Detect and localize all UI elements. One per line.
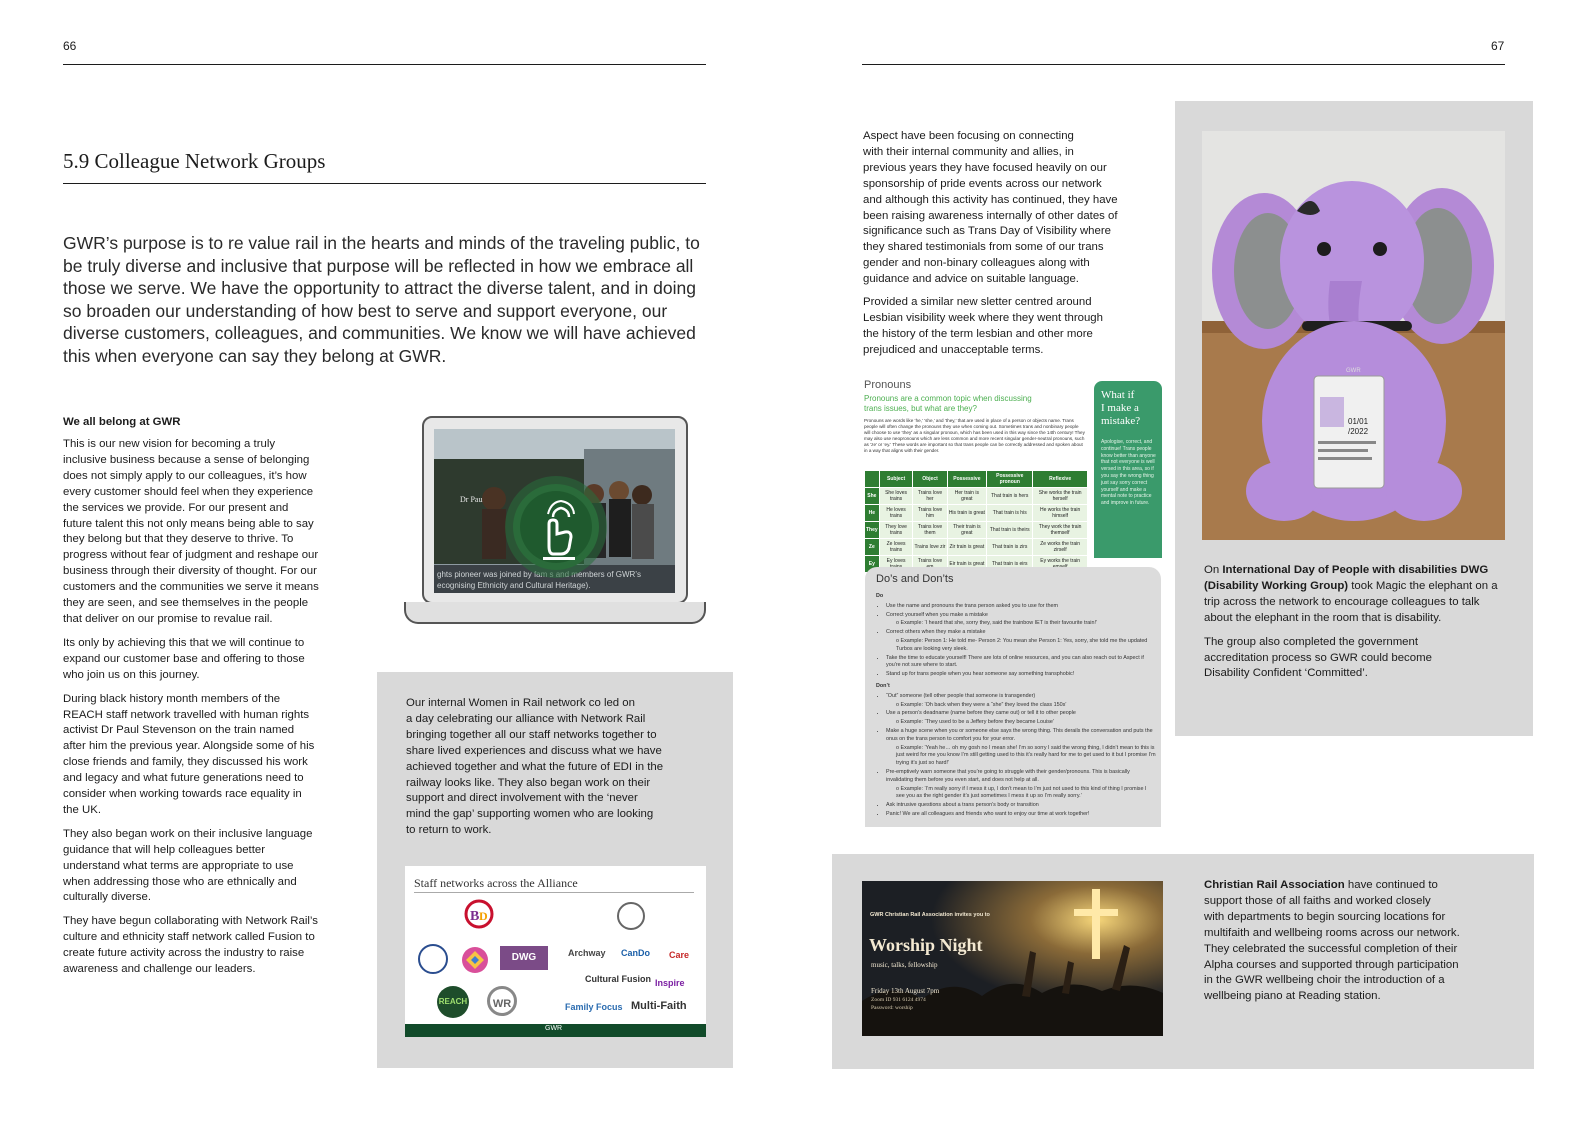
disability-text-bold: International Day of People with disabilities DWG (Disability Working Group): [1204, 564, 1489, 592]
worship-night-image: [862, 881, 1163, 1036]
pronouns-blurb: Pronouns are words like ‘he,’ ‘she,’ and ‘they,’ that are used in place of a person or objects name. Trans people will often change the pronouns they use when coming out. Sometimes trans and nonbinary people will choose to use ‘they’ as a singular pronoun, which has been used in this way since the 14th century! They may also use neopronouns which are less common and more recent singular gender-neutral pronouns, such as ‘ze’ or ‘ey.’ These words are important so that trans people can be correctly addressed and spoken about in a way that aligns with their gender.: [864, 418, 1085, 453]
pronouns-cell: Ze loves trains: [879, 539, 913, 556]
pronouns-cell: That train is hers: [987, 488, 1033, 505]
pronouns-subtitle: Pronouns are a common topic when discussing trans issues, but what are they?: [864, 394, 1032, 413]
alliance-card: [405, 866, 706, 1037]
dont-item: o Example: ‘Oh back when they were a “she” they loved the class 150s’: [896, 701, 1067, 708]
do-item: • Correct yourself when you make a mistake: [886, 612, 1156, 620]
intro-paragraph: GWR’s purpose is to re value rail in the hearts and minds of the traveling public, to be truly diverse and inclusive that purpose will be reflected in how we embrace all those we serve. We have the opportunity to attract the diverse talent, and in doing so broaden our understanding of how best to serve and support everyone, our diverse customers, colleagues, and communities. We know we will have achieved this when everyone can say they belong at GWR.: [63, 233, 700, 366]
pronouns-cell: Her train is great: [947, 488, 987, 505]
dos-donts-title: Do’s and Don’ts: [876, 573, 954, 585]
alliance-title-rule: [414, 892, 694, 893]
pronouns-cell: Trains love her: [913, 488, 947, 505]
pronouns-row: [865, 539, 1088, 556]
pronouns-cell: Ey: [865, 556, 880, 573]
poster-date: Friday 13th August 7pm: [871, 987, 940, 995]
elephant-collar-text: GWR: [1346, 368, 1361, 374]
pronouns-cell: Ey works the train: [1033, 556, 1088, 573]
video-caption: ghts pioneer was joined by fam s and members of GWR’s ecognising Ethnicity and Cultural Heritage).: [437, 570, 641, 590]
logo-wr: WR: [487, 986, 517, 1016]
dos-donts-panel: [865, 567, 1161, 827]
poster-title: Worship Night: [869, 935, 983, 955]
logo-multi-faith: Multi-Faith: [631, 1000, 687, 1012]
svg-text:B: B: [470, 909, 480, 924]
section-title: 5.9 Colleague Network Groups: [63, 149, 326, 173]
pronouns-table-wrap: [864, 470, 1088, 573]
logo-top-right-circle: [617, 902, 645, 930]
logo-inspire: Inspire: [655, 978, 685, 988]
elephant-plush-image: [1202, 131, 1505, 540]
logo-reach: REACH: [437, 986, 469, 1018]
do-item: o Example: ‘I heard that she, sorry they, said the trainbow IET is their favourite train!’: [896, 620, 1098, 627]
pronouns-cell: Ze works the train zirself: [1033, 539, 1088, 556]
video-sign-text: Dr Pau: [460, 495, 483, 504]
christian-text-bold: Christian Rail Association: [1204, 879, 1345, 891]
worship-poster: [862, 881, 1163, 1036]
pronouns-cell: He: [865, 505, 880, 522]
pronouns-header-cell: Possessive: [947, 471, 987, 488]
top-rule-left: [63, 64, 706, 65]
dont-label: Don’t: [876, 682, 890, 689]
dos-donts-body: [876, 593, 1156, 820]
pronouns-cell: She works the train herself: [1033, 488, 1088, 505]
pronouns-header-cell: Reflexive: [1033, 471, 1088, 488]
logo-lighthouse: [418, 944, 448, 974]
paragraph-achieving: Its only by achieving this that we will continue to expand our customer base and offering to those who join us on this journey.: [63, 636, 305, 681]
paragraph-inclusive-language: They also began work on their inclusive language guidance that will help colleagues better understand what terms are appropriate to use when addressing those who are ethnically and culturally diverse.: [63, 827, 313, 904]
dont-item: • Panic! We are all colleagues and friends who want to enjoy our time at work together!: [886, 811, 1156, 819]
video-laptop: [404, 416, 706, 626]
elephant-photo: [1202, 131, 1505, 540]
pronouns-table: [864, 470, 1088, 573]
do-item: • Use the name and pronouns the trans person asked you to use for them: [886, 603, 1156, 611]
pronouns-cell: Trains love him: [913, 505, 947, 522]
pronouns-header-cell: Object: [913, 471, 947, 488]
lesbian-visibility-text: Provided a similar new sletter centred around Lesbian visibility week where they went through the history of the term lesbian and other more prejudiced and unacceptable terms.: [863, 296, 1103, 356]
dont-item: • Make a huge scene when you or someone else says the wrong thing. This derails the conversation and puts the onus on the trans person to comfort you for your error.: [886, 728, 1156, 744]
pronouns-header-cell: Possessive pronoun: [987, 471, 1033, 488]
pronouns-header-row: [865, 471, 1088, 488]
mistake-sidebar: [1094, 381, 1162, 558]
title-rule: [63, 183, 706, 184]
paragraph-vision: This is our new vision for becoming a truly inclusive business because a sense of belonging does not simply apply to our colleagues, it’s how every customer should feel when they experience the services we provide. For our present and future talent this not only means being able to say they belong but that they deserve to thrive. To progress without fear of judgment and reshape our business through their diversity of thought. For our customers and the communities we serve it means they are seen, and see themselves in the people that deliver on our promise to revalue rail.: [63, 438, 319, 625]
dont-item: • Ask intrusive questions about a trans person’s body or transition: [886, 802, 1156, 810]
alliance-title: Staff networks across the Alliance: [414, 876, 578, 890]
page-number-right: 67: [1491, 39, 1505, 53]
pronouns-row: [865, 505, 1088, 522]
subheading-we-all-belong: We all belong at GWR: [63, 416, 181, 428]
pronouns-cell: Trains love: [913, 556, 947, 573]
pronouns-cell: Ze: [865, 539, 880, 556]
do-label: Do: [876, 593, 884, 599]
top-rule-right: [862, 64, 1505, 65]
pronouns-cell: Ey loves: [879, 556, 913, 573]
pronouns-cell: His train is great: [947, 505, 987, 522]
dont-item: • Pre-emptively warn someone that you’re going to struggle with their gender/pronouns. This is basically invalidating them before you even start, and does not help at all.: [886, 769, 1156, 785]
disability-confident-paragraph: The group also completed the government accreditation process so GWR could become Disability Confident ‘Committed’.: [1204, 635, 1432, 680]
pronouns-cell: She loves trains: [879, 488, 913, 505]
pronouns-cell: They: [865, 522, 880, 539]
women-in-rail-text: Our internal Women in Rail network co led on a day celebrating our alliance with Network Rail bringing together all our staff networks together to share lived experiences and discuss what we have achieved together and what the future of EDI in the railway looks like. They also began work on their support and direct involvement with the ‘never mind the gap’ supporting women who are looking to return to work.: [406, 697, 664, 837]
alliance-footer-logo: GWR: [545, 1025, 563, 1032]
elephant-badge-date: 01/01 /2022: [1348, 417, 1369, 436]
disability-text: [1204, 563, 1510, 690]
pronouns-cell: That train is theirs: [987, 522, 1033, 539]
do-item: • Correct others when they make a mistake: [886, 629, 1156, 637]
poster-subtitle: music, talks, fellowship: [871, 961, 938, 969]
pronouns-cell: Trains love them: [913, 522, 947, 539]
logo-family-focus: Family Focus: [565, 1002, 623, 1012]
paragraph-fusion: They have begun collaborating with Network Rail’s culture and ethnicity staff network called Fusion to create future activity across the industry to raise awareness and challenge our leaders.: [63, 915, 318, 976]
paragraph-black-history: During black history month members of the REACH staff network travelled with human rights activist Dr Paul Stevenson on the train named after him the previous year. Alongside some of his close friends and family, they discussed his work and legacy and what future generations need to consider when working towards race equality in the UK.: [63, 692, 315, 816]
christian-text: [1204, 878, 1514, 1005]
pronouns-row: [865, 522, 1088, 539]
pronouns-cell: They work the train themself: [1033, 522, 1088, 539]
dont-item: • Use a person’s deadname (name before they came out) or tell it to other people: [886, 710, 1156, 718]
pronouns-cell: They love trains: [879, 522, 913, 539]
do-list: [876, 603, 1156, 679]
logo-b-and-d: [461, 898, 497, 930]
dont-item: o Example: ‘Yeah he… oh my gosh no I mean she! I’m so sorry I said the wrong thing, I didn’t mean to this is just weird for me you know I’m still getting used to this it’s really hard for me to get used to it but I promise I’m trying it’s just so hard!’: [896, 744, 1156, 767]
pronouns-cell: Their train is great: [947, 522, 987, 539]
logo-archway: Archway: [568, 948, 606, 958]
pronouns-cell: Eir train is great: [947, 556, 987, 573]
do-item: • Take the time to educate yourself! There are lots of online resources, and you can also reach out to Aspect if you’re not sure where to start.: [886, 655, 1156, 671]
left-column-text: [63, 437, 373, 986]
pronouns-row: [865, 488, 1088, 505]
pronouns-cell: He loves trains: [879, 505, 913, 522]
dont-list: [876, 693, 1156, 819]
alliance-footer-bar: [405, 1024, 706, 1037]
disability-text-pre: On: [1204, 564, 1223, 576]
logo-cultural-fusion: Cultural Fusion: [585, 974, 651, 984]
pronouns-cell: Zir train is great: [947, 539, 987, 556]
video-play-button[interactable]: [513, 484, 599, 570]
pronouns-header-cell: [865, 471, 880, 488]
pronouns-cell: That train is eirs: [987, 556, 1033, 573]
do-item: o Example: Person 1: He told me- Person 2: You mean she Person 1: Yes, sorry, she told me the updated Turbos are looking very sleek.: [896, 637, 1148, 652]
do-item: • Stand up for trans people when you hear someone say something transphobic!: [886, 671, 1156, 679]
pronouns-title: Pronouns: [864, 379, 912, 391]
laptop-base: [404, 602, 706, 624]
logo-dwg: DWG: [500, 946, 548, 970]
mistake-text: Apologise, correct, and continue! Trans people know better than anyone that not everyone is well versed in this area, so if you say the wrong thing just say sorry correct yourself and make a mental note to practice and improve in future.: [1101, 439, 1156, 507]
christian-text-post: have continued to support those of all faiths and worked closely with departments to begin sourcing locations for multifaith and wellbeing rooms across our network. They celebrated the successful completion of their Alpha courses and supported through participation in the GWR wellbeing choir the introduction of a wellbeing piano at Reading station.: [1204, 879, 1460, 1003]
pronouns-cell: That train is zirs: [987, 539, 1033, 556]
mistake-title: What if I make a mistake?: [1101, 389, 1141, 427]
poster-password: Password: worship: [871, 1005, 913, 1011]
aspect-text: Aspect have been focusing on connecting with their internal community and allies, in previous years they have focused heavily on our sponsorship of pride events across our network and although this activity has continued, they have been raising awareness internally of other dates of significance such as Trans Day of Visibility where they shared testimonials from some of our trans gender and non-binary colleagues along with guidance and advice on suitable language.: [863, 130, 1118, 286]
logo-pride-heart: [461, 946, 489, 974]
pronouns-cell: That train is his: [987, 505, 1033, 522]
pronouns-cell: He works the train himself: [1033, 505, 1088, 522]
poster-invite-line: GWR Christian Rail Association invites you to: [870, 912, 990, 918]
svg-text:D: D: [479, 909, 488, 923]
page-number-left: 66: [63, 39, 77, 53]
dont-item: o Example: ‘They used to be a Jeffery before they became Louise’: [896, 719, 1055, 726]
dont-item: o Example: ‘I’m really sorry if I mess it up, I don’t mean to I’m just not used to this kind of thing I promise I see you as the right gender it’s just sometimes I mess it up so I’m really sorry.’: [896, 785, 1147, 800]
pronouns-graphic: [862, 378, 1162, 567]
dont-item: • “Out” someone (tell other people that someone is transgender): [886, 693, 1156, 701]
disability-text-post: took Magic the elephant on a trip across the network to encourage colleagues to talk about the elephant in the room that is disability.: [1204, 579, 1498, 624]
pronouns-cell: She: [865, 488, 880, 505]
pronouns-header-cell: Subject: [879, 471, 913, 488]
pronouns-cell: Trains love zir: [913, 539, 947, 556]
disability-paragraph: [1204, 563, 1510, 627]
logo-care: Care: [669, 950, 690, 960]
logo-cando: CanDo: [621, 948, 650, 958]
poster-zoom: Zoom ID 931 6124 4974: [871, 997, 926, 1003]
hand-tap-icon: [513, 484, 599, 570]
